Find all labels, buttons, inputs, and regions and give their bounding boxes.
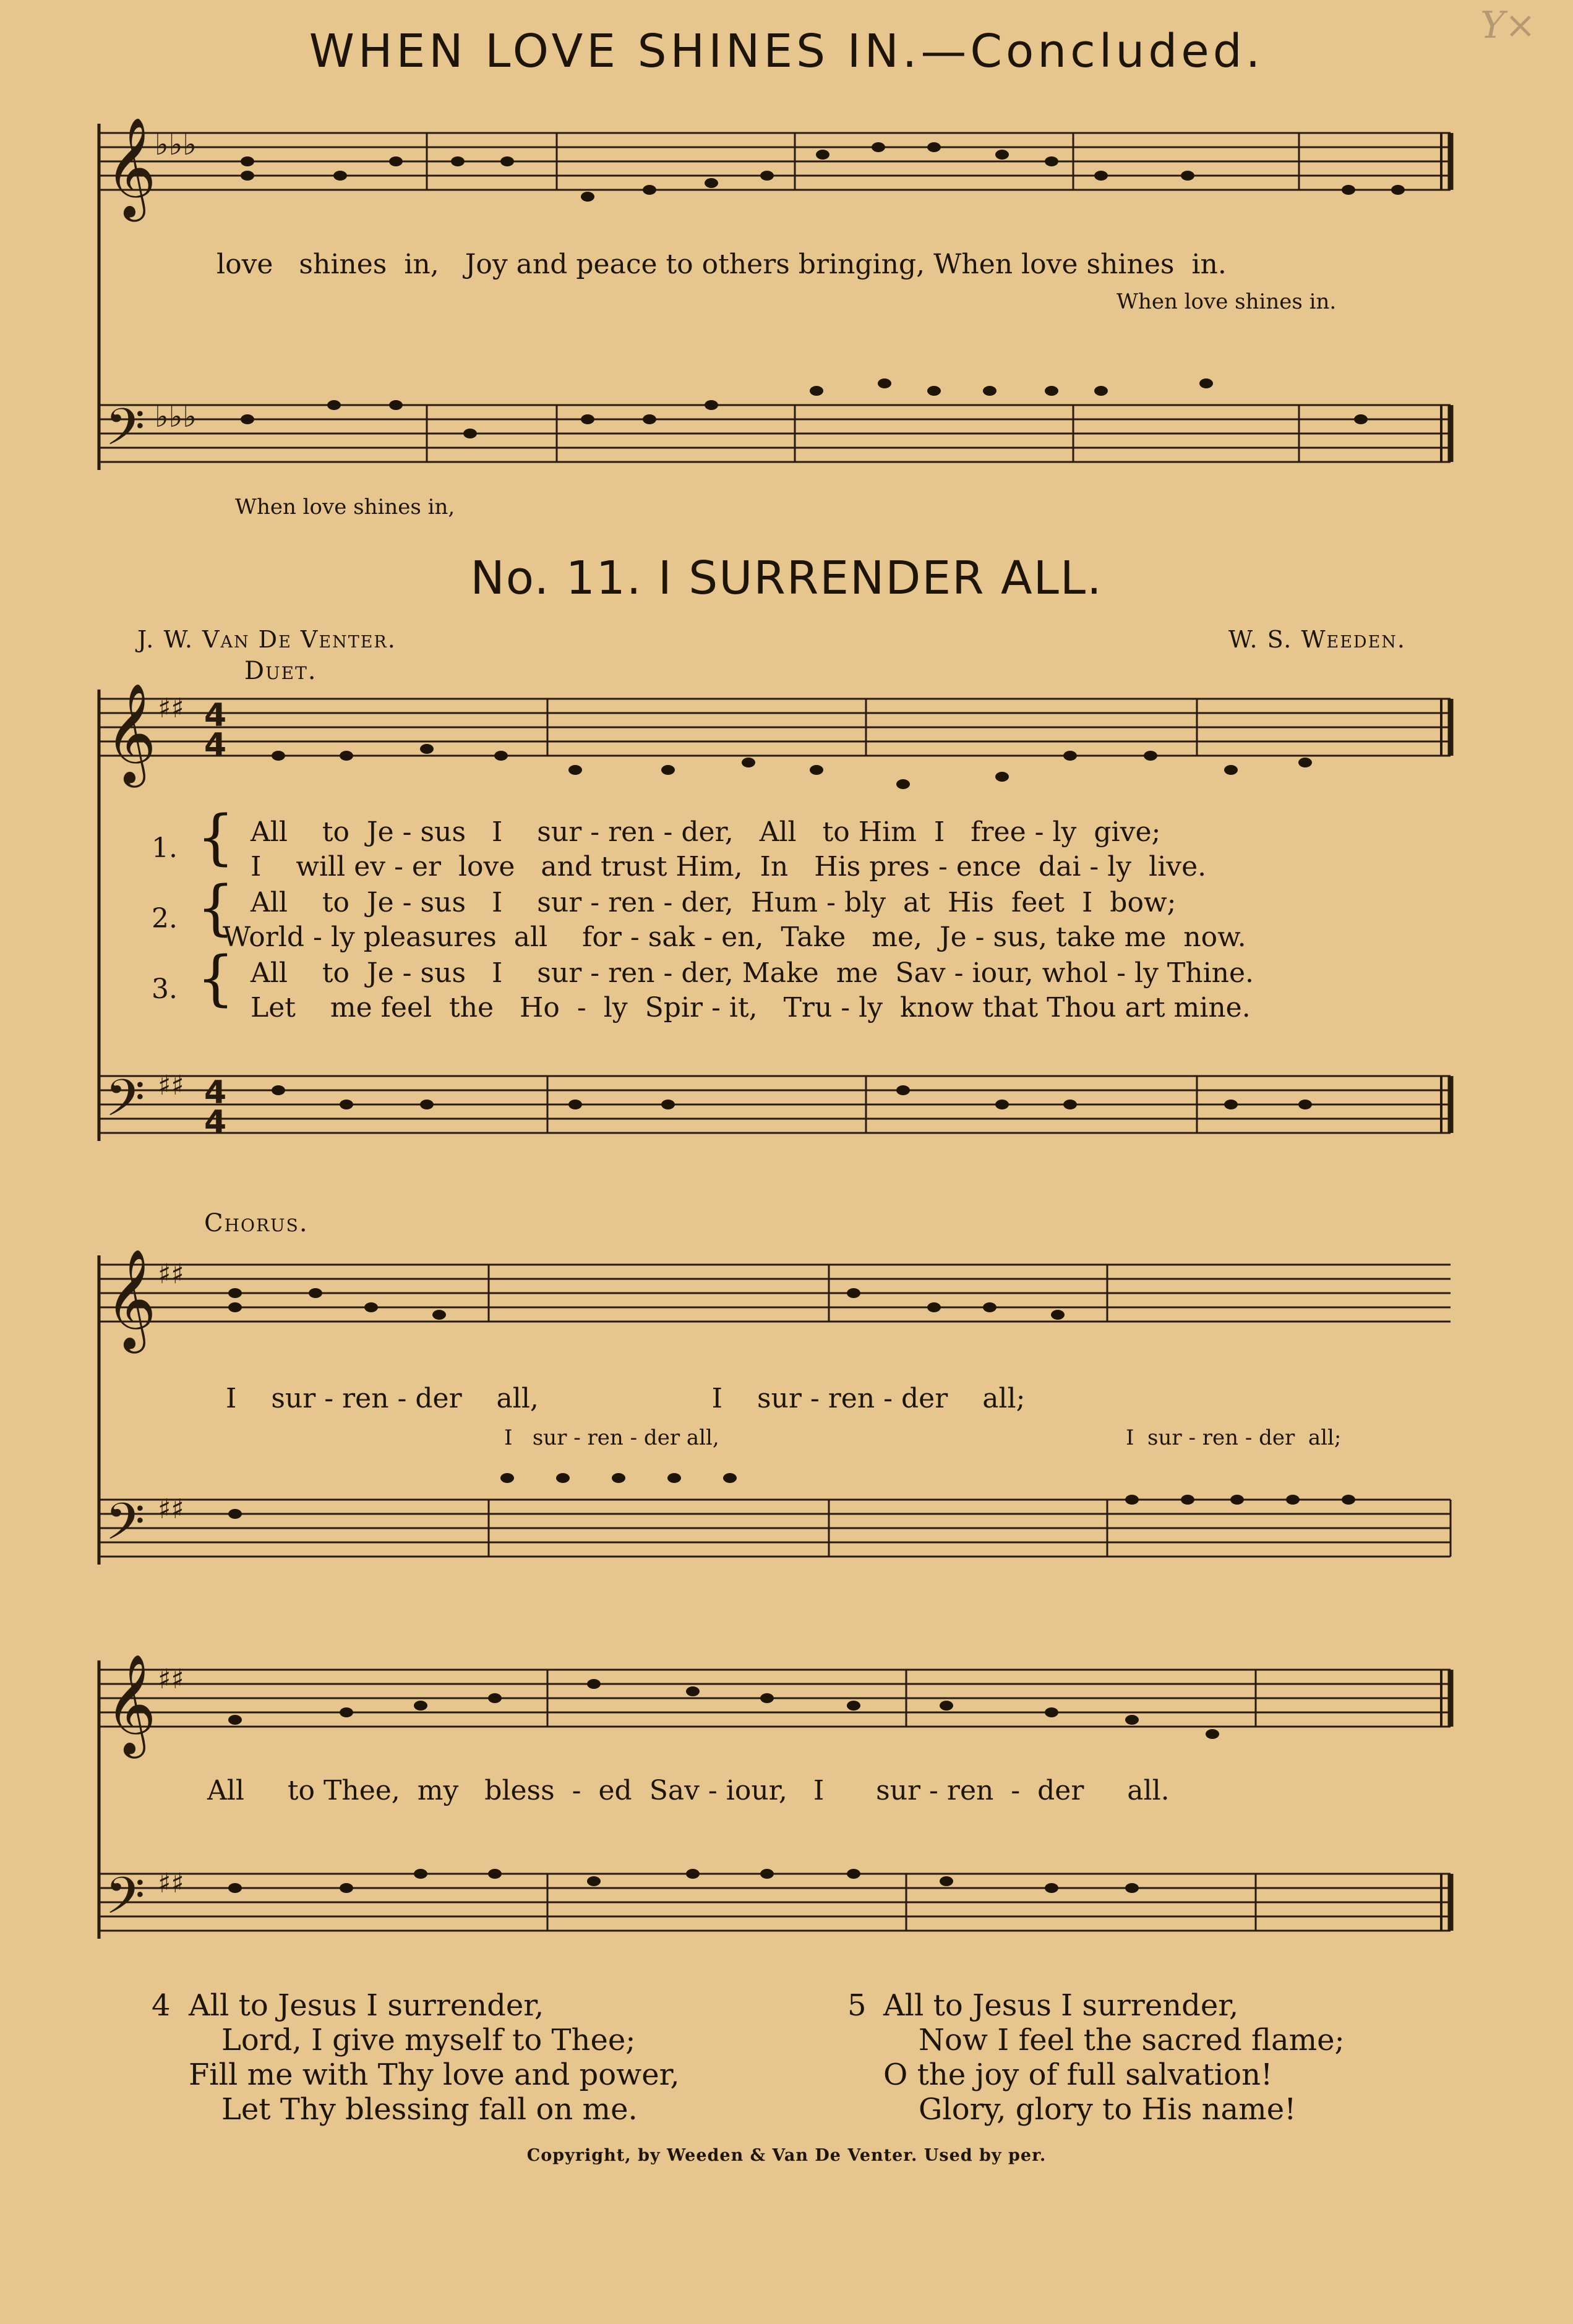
svg-text:♯♯: ♯♯ [158,1664,184,1695]
treble-clef-icon: 𝄞 [105,1654,156,1754]
hymn-title: No. 11. I SURRENDER ALL. [470,552,1103,605]
svg-text:4: 4 [204,1074,227,1111]
chorus-lyric-line-2: All to Thee, my bless - ed Sav - iour, I sur - ren - der all. [207,1775,1170,1806]
bass-clef-icon: 𝄢 [105,1866,145,1938]
lyricist-credit: J. W. Van De Venter. [137,626,396,653]
svg-text:♯♯: ♯♯ [158,1070,184,1101]
chorus-lyric-line-1: I sur - ren - der all, I sur - ren - der all; [226,1383,1026,1414]
duet-label: Duet. [244,657,317,685]
corner-pencil-mark: Y× [1480,4,1536,47]
treble-clef-icon: 𝄞 [105,117,156,218]
svg-text:4: 4 [204,727,227,764]
svg-text:♯♯: ♯♯ [158,1493,184,1525]
svg-text:♯♯: ♯♯ [158,1258,184,1290]
svg-text:4: 4 [204,697,227,734]
verse-4-line-2: Lord, I give myself to Thee; [221,2023,636,2057]
lyric-echo-lower: When love shines in, [235,495,455,519]
verse-brace: { [197,803,235,872]
verse-2-line-1: All to Je - sus I sur - ren - der, Hum - bly at His feet I bow; [251,887,1177,918]
treble-clef-icon: 𝄞 [105,683,156,784]
chorus-label: Chorus. [204,1209,309,1237]
svg-text:4: 4 [204,1104,227,1141]
verse-number: 1. [152,832,178,864]
lyric-echo-upper: When love shines in. [1117,289,1337,314]
chorus-echo-1: I sur - ren - der all, [504,1425,719,1450]
verse-5-line-1: All to Jesus I surrender, [883,1988,1239,2023]
staff-4-treble [99,1670,1451,1727]
staff-3-bass [99,1500,1451,1557]
verse-5-line-4: Glory, glory to His name! [919,2092,1297,2127]
bass-clef-icon: 𝄢 [105,1068,145,1140]
verse-1-line-1: All to Je - sus I sur - ren - der, All to Him I free - ly give; [251,816,1161,848]
verse-1-line-2: I will ev - er love and trust Him, In His pres - ence dai - ly live. [251,851,1207,882]
staff-3-treble [99,1265,1451,1322]
verse-4-line-4: Let Thy blessing fall on me. [221,2092,638,2127]
verse-4-line-1: All to Jesus I surrender, [189,1988,544,2023]
verse-5-number: 5 [847,1988,867,2023]
staff-1-bass [99,405,1451,462]
chorus-echo-2: I sur - ren - der all; [1126,1425,1342,1450]
staff-1-treble [99,133,1451,190]
bass-clef-icon: 𝄢 [105,1492,145,1564]
copyright-notice: Copyright, by Weeden & Van De Venter. Used by per. [526,2146,1047,2165]
svg-text:♯♯: ♯♯ [158,693,184,724]
verse-2-line-2: World - ly pleasures all for - sak - en, Take me, Je - sus, take me now. [223,921,1246,953]
staff-2-bass [99,1076,1451,1133]
svg-text:♭♭♭: ♭♭♭ [155,399,197,434]
treble-clef-icon: 𝄞 [105,1249,156,1349]
verse-number: 3. [152,973,178,1005]
verse-number: 2. [152,903,178,934]
verse-4-line-3: Fill me with Thy love and power, [189,2057,680,2092]
verse-3-line-2: Let me feel the Ho - ly Spir - it, Tru - ly know that Thou art mine. [251,992,1251,1023]
verse-3-line-1: All to Je - sus I sur - ren - der, Make me Sav - iour, whol - ly Thine. [251,957,1254,989]
section-title-concluded: WHEN LOVE SHINES IN.—Concluded. [309,25,1264,78]
staff-2-treble [99,699,1451,756]
svg-text:♯♯: ♯♯ [158,1868,184,1899]
verse-4-number: 4 [152,1988,171,2023]
staff-4-bass [99,1874,1451,1931]
verse-5-line-3: O the joy of full salvation! [883,2057,1273,2092]
lyric-line-concluded: love shines in, Joy and peace to others bringing, When love shines in. [216,249,1227,280]
verse-5-line-2: Now I feel the sacred flame; [919,2023,1345,2057]
verse-brace: { [197,873,235,942]
bass-clef-icon: 𝄢 [105,397,145,469]
verse-brace: { [197,944,235,1013]
composer-credit: W. S. Weeden. [1228,626,1406,653]
svg-text:♭♭♭: ♭♭♭ [155,127,197,162]
